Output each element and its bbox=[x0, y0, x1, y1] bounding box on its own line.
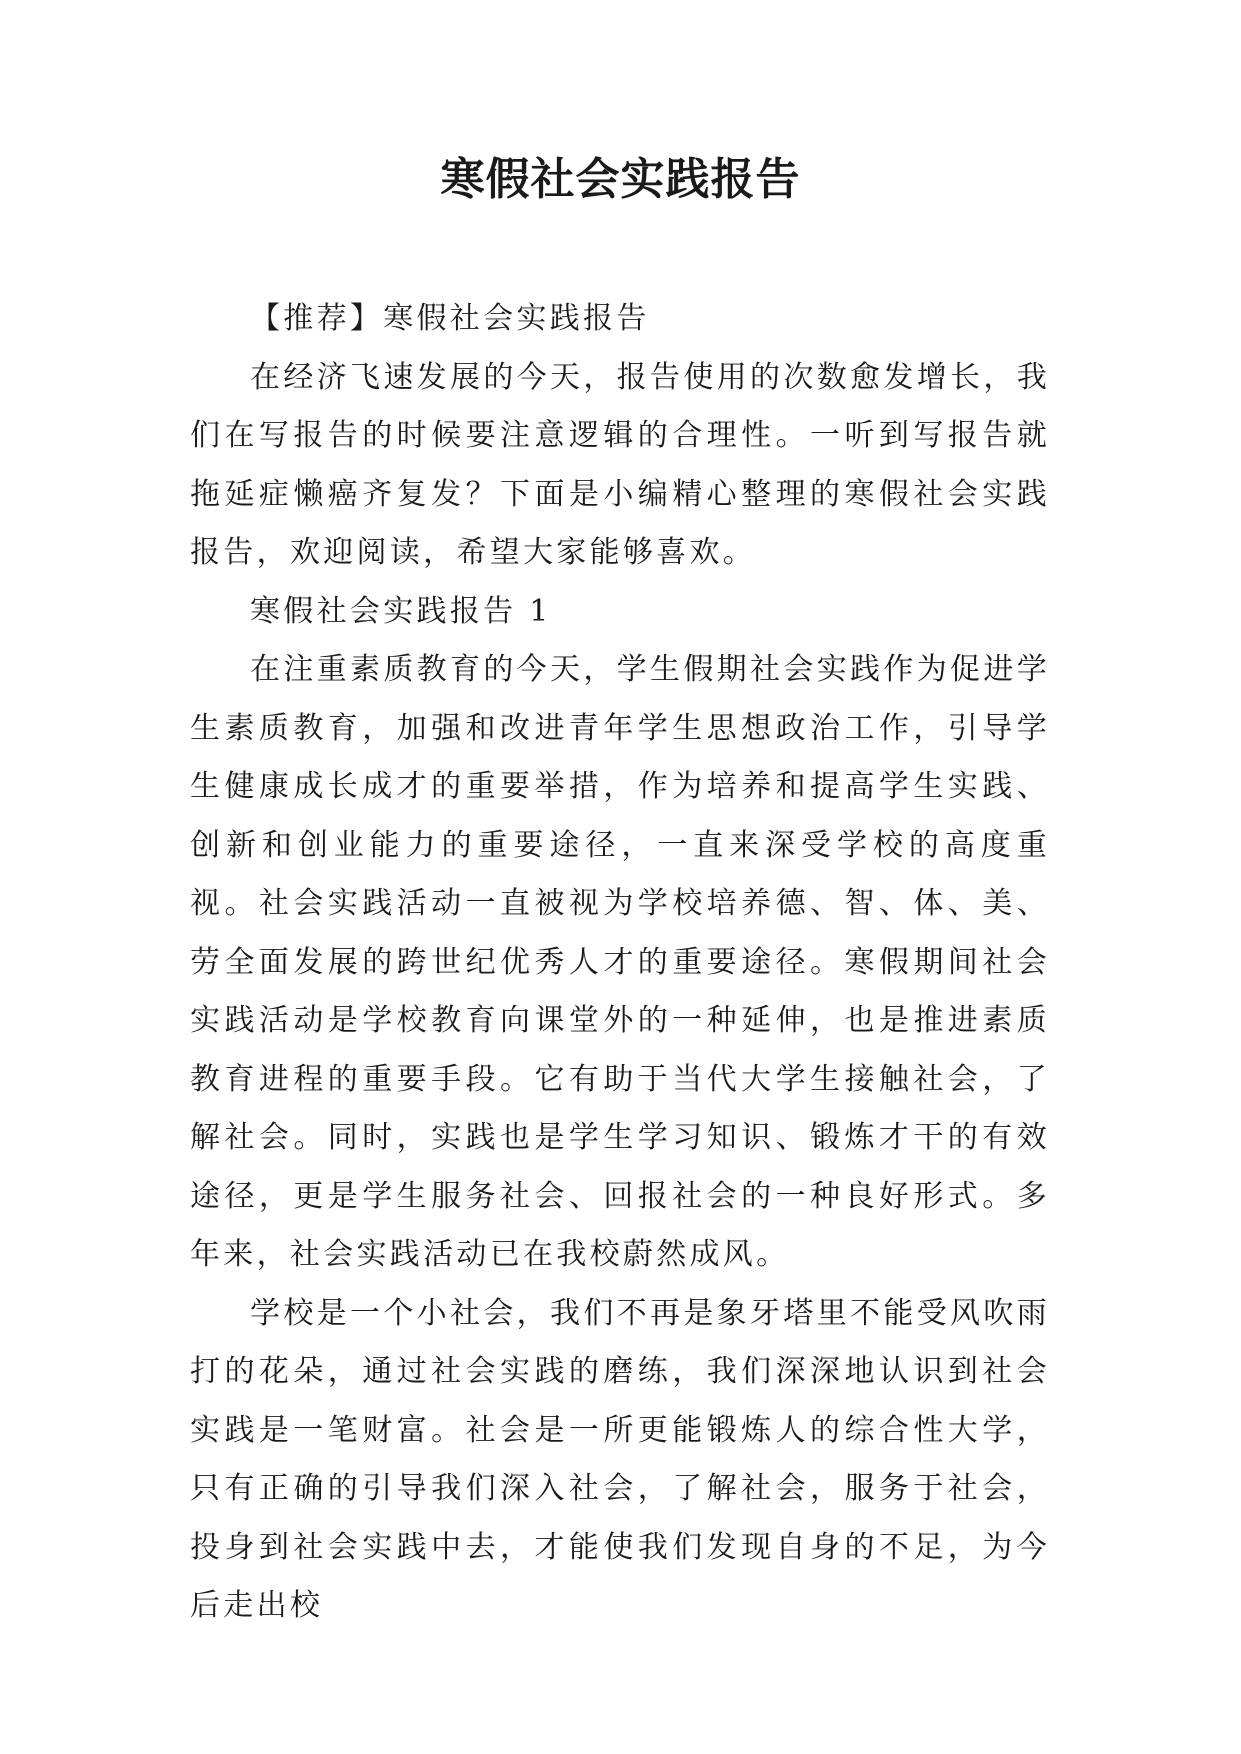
section-heading: 寒假社会实践报告 1 bbox=[250, 593, 552, 629]
document-body bbox=[190, 290, 1050, 1636]
body-paragraph: 学校是一个小社会，我们不再是象牙塔里不能受风吹雨打的花朵，通过社会实践的磨练，我们深深地认识到社会实践是一笔财富。社会是一所更能锻炼人的综合性大学，只有正确的引导我们深入社会，了解社会，服务于社会，投身到社会实践中去，才能使我们发现自身的不足，为今后走出校 bbox=[190, 1295, 1050, 1623]
document-title: 寒假社会实践报告 bbox=[440, 154, 801, 205]
intro-paragraph: 在经济飞速发展的今天，报告使用的次数愈发增长，我们在写报告的时候要注意逻辑的合理性。一听到写报告就拖延症懒癌齐复发？下面是小编精心整理的寒假社会实践报告，欢迎阅读，希望大家能够喜欢。 bbox=[190, 359, 1050, 570]
body-paragraph: 在注重素质教育的今天，学生假期社会实践作为促进学生素质教育，加强和改进青年学生思想政治工作，引导学生健康成长成才的重要举措，作为培养和提高学生实践、创新和创业能力的重要途径，一直来深受学校的高度重视。社会实践活动一直被视为学校培养德、智、体、美、劳全面发展的跨世纪优秀人才的重要途径。寒假期间社会实践活动是学校教育向课堂外的一种延伸，也是推进素质教育进程的重要手段。它有助于当代大学生接触社会，了解社会。同时，实践也是学生学习知识、锻炼才干的有效途径，更是学生服务社会、回报社会的一种良好形式。多年来，社会实践活动已在我校蔚然成风。 bbox=[190, 652, 1050, 1272]
recommend-line: 【推荐】寒假社会实践报告 bbox=[250, 301, 650, 336]
